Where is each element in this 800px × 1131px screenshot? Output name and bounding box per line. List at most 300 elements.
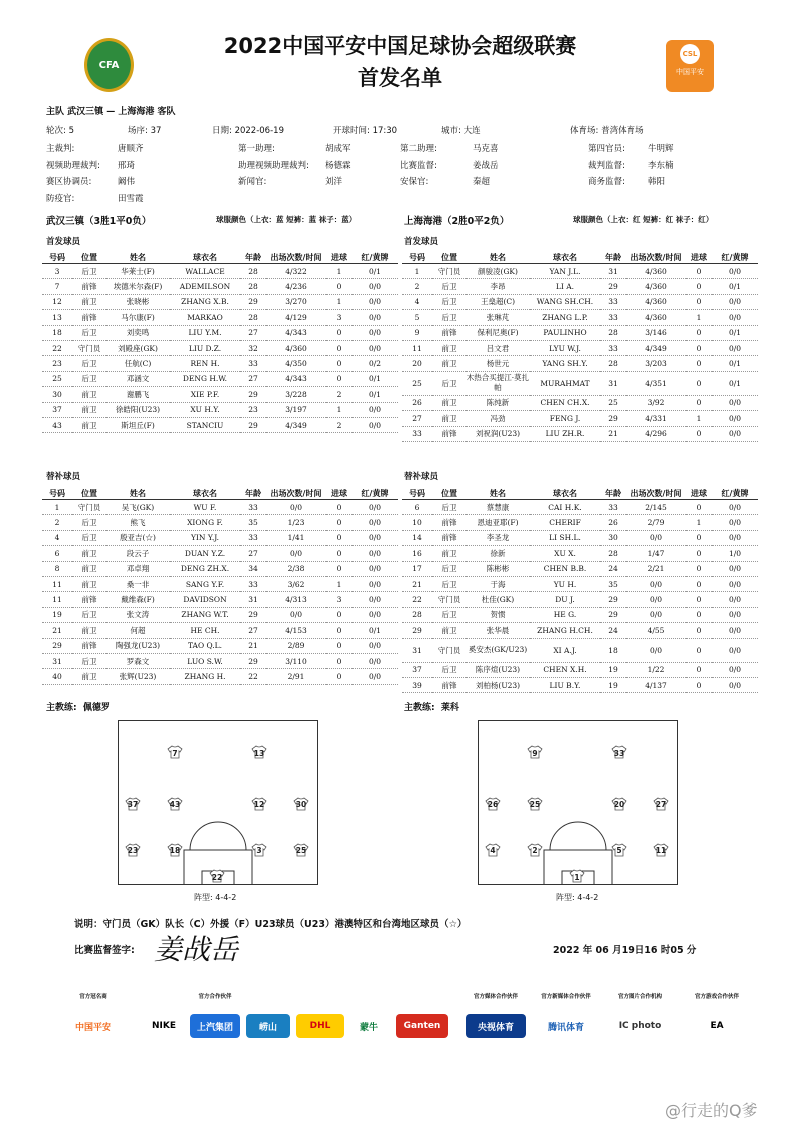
table-cell: DU J. — [530, 592, 600, 607]
table-cell: ZHANG L.P. — [530, 310, 600, 325]
player-shirt-icon — [125, 843, 141, 857]
table-cell: 29 — [600, 279, 626, 294]
table-cell: 戴维森(F) — [106, 592, 170, 607]
table-cell: 后卫 — [72, 264, 106, 279]
column-header: 红/黄牌 — [352, 487, 398, 500]
table-cell: 0/0 — [352, 638, 398, 653]
table-cell: 0 — [686, 530, 712, 545]
table-cell: PAULINHO — [530, 325, 600, 340]
table-header-row — [42, 487, 398, 500]
table-row — [42, 310, 398, 325]
table-cell: 张文涛 — [106, 607, 170, 622]
away-formation-pitch — [478, 720, 678, 885]
shirt-number: 20 — [613, 800, 625, 809]
player-shirt-icon — [251, 797, 267, 811]
shirt-number: 9 — [532, 748, 538, 758]
table-cell: 0/0 — [712, 264, 758, 279]
table-cell: 恩迪亚耶(F) — [466, 515, 530, 530]
table-cell: 0 — [686, 546, 712, 561]
table-cell: 14 — [402, 530, 432, 545]
table-cell: 段云子 — [106, 546, 170, 561]
column-header: 年龄 — [600, 251, 626, 264]
table-cell: 刘祝润(U23) — [466, 426, 530, 441]
table-cell: 0/0 — [712, 576, 758, 591]
table-cell: 0/0 — [352, 417, 398, 432]
official-label: 第二助理: — [400, 144, 437, 154]
table-cell: 保利尼奥(F) — [466, 325, 530, 340]
table-cell: 3 — [326, 310, 352, 325]
match-info-item — [128, 124, 161, 136]
table-cell: 0/0 — [712, 500, 758, 515]
csl-logo-sub: 中国平安 — [676, 68, 704, 76]
table-cell: 22 — [402, 592, 432, 607]
table-cell: 29 — [600, 592, 626, 607]
watermark: @行走的Q爹 — [665, 1101, 758, 1120]
table-cell: 0/1 — [352, 371, 398, 386]
player-shirt-icon — [611, 843, 627, 857]
away-formation: 阵型: 4-4-2 — [556, 893, 599, 902]
table-cell: 0/0 — [712, 340, 758, 355]
table-row — [402, 340, 758, 355]
table-cell: 刘奕鸣 — [106, 325, 170, 340]
match-info-item — [212, 124, 284, 136]
official-name: 刘洋 — [325, 177, 343, 187]
table-cell: 0 — [326, 638, 352, 653]
table-row — [402, 561, 758, 576]
table-cell: 前卫 — [72, 669, 106, 684]
table-cell: 28 — [600, 325, 626, 340]
home-away-line: 主队 武汉三镇 — 上海海港 客队 — [46, 107, 176, 117]
cfa-logo-text: CFA — [98, 59, 120, 71]
table-cell: 4/322 — [266, 264, 326, 279]
table-cell: 张辉(U23) — [106, 669, 170, 684]
table-row — [402, 279, 758, 294]
table-cell: 前卫 — [432, 395, 466, 410]
table-cell: 木热合买提江·莫扎帕 — [466, 371, 530, 395]
official-name: 唐顺齐 — [118, 144, 144, 154]
table-cell: 35 — [240, 515, 266, 530]
table-cell: 33 — [600, 500, 626, 515]
sponsor-logo: 崂山 — [246, 1014, 290, 1038]
table-cell: 3 — [42, 264, 72, 279]
table-cell: 33 — [240, 500, 266, 515]
table-cell: 陈彬彬 — [466, 561, 530, 576]
table-row — [42, 530, 398, 545]
table-row — [402, 638, 758, 662]
home-starters-label: 首发球员 — [46, 237, 81, 247]
table-cell: 0/0 — [712, 411, 758, 426]
table-cell: 29 — [240, 387, 266, 402]
pitch-markings — [118, 720, 318, 885]
table-cell: 8 — [42, 561, 72, 576]
official-label: 商务监督: — [588, 177, 625, 187]
column-header: 位置 — [432, 251, 466, 264]
column-header: 球衣名 — [170, 487, 240, 500]
table-cell: 徐皓阳(U23) — [106, 402, 170, 417]
table-cell: 29 — [240, 417, 266, 432]
table-cell: 0/1 — [352, 264, 398, 279]
sponsor-logo: IC photo — [612, 1014, 668, 1038]
home-formation: 阵型: 4-4-2 — [194, 893, 237, 902]
table-row — [402, 395, 758, 410]
table-cell: 蔡慧康 — [466, 500, 530, 515]
player-shirt-icon — [527, 797, 543, 811]
table-cell: 2/89 — [266, 638, 326, 653]
column-header: 姓名 — [466, 251, 530, 264]
table-cell: 0/0 — [352, 592, 398, 607]
column-header: 出场次数/时间 — [626, 251, 686, 264]
table-cell: 0/0 — [712, 677, 758, 692]
table-cell: 17 — [402, 561, 432, 576]
table-row — [402, 371, 758, 395]
table-cell: 1 — [326, 402, 352, 417]
signature-label: 比赛监督签字: — [74, 945, 135, 956]
table-cell: 0/0 — [352, 607, 398, 622]
table-cell: REN H. — [170, 356, 240, 371]
table-cell: 张晓彬 — [106, 294, 170, 309]
table-cell: 0 — [686, 623, 712, 638]
table-cell: 2/91 — [266, 669, 326, 684]
player-shirt-icon — [167, 843, 183, 857]
table-row — [42, 417, 398, 432]
table-row — [42, 264, 398, 279]
table-cell: 0 — [326, 607, 352, 622]
table-cell: 3/203 — [626, 356, 686, 371]
table-row — [42, 356, 398, 371]
table-cell: 0 — [326, 371, 352, 386]
table-cell: 0/0 — [352, 530, 398, 545]
table-cell: 2/79 — [626, 515, 686, 530]
table-cell: 4 — [42, 530, 72, 545]
table-cell: HE G. — [530, 607, 600, 622]
official-label: 视频助理裁判: — [46, 160, 100, 171]
sponsor-category: 官方新媒体合作伙伴 — [541, 994, 591, 1000]
away-starters-table — [402, 251, 758, 442]
table-cell: 0/0 — [352, 561, 398, 576]
table-cell: XU X. — [530, 546, 600, 561]
official-label: 新闻官: — [238, 177, 267, 187]
table-cell: 后卫 — [72, 371, 106, 386]
table-cell: 40 — [42, 669, 72, 684]
table-cell: 28 — [240, 279, 266, 294]
table-row — [42, 340, 398, 355]
table-cell: 7 — [42, 279, 72, 294]
table-cell: 罗森文 — [106, 653, 170, 668]
table-cell: 0 — [326, 515, 352, 530]
pitch-markings — [478, 720, 678, 885]
player-shirt-icon — [611, 745, 627, 759]
column-header: 进球 — [326, 487, 352, 500]
table-cell: 3 — [326, 592, 352, 607]
table-cell: 0/0 — [712, 638, 758, 662]
away-coach — [404, 700, 459, 713]
table-row — [402, 426, 758, 441]
table-row — [402, 500, 758, 515]
table-cell: 0 — [686, 395, 712, 410]
penalty-arc — [190, 822, 246, 850]
table-cell: 0/0 — [352, 500, 398, 515]
match-info-label: 城市: — [441, 126, 461, 136]
table-cell: 陈纯新 — [466, 395, 530, 410]
table-cell: 冯劲 — [466, 411, 530, 426]
table-cell: 37 — [42, 402, 72, 417]
table-cell: 12 — [42, 294, 72, 309]
official-label: 第四官员: — [588, 144, 625, 154]
home-subs-label: 替补球员 — [46, 472, 81, 482]
table-cell: 27 — [240, 371, 266, 386]
match-info-item — [570, 124, 644, 136]
table-cell: 10 — [402, 515, 432, 530]
column-header: 红/黄牌 — [352, 251, 398, 264]
table-cell: 4/351 — [626, 371, 686, 395]
sponsor-category: 官方冠名商 — [79, 994, 107, 1000]
table-cell: 0/0 — [626, 638, 686, 662]
table-cell: 4/343 — [266, 325, 326, 340]
official-name: 李东楠 — [648, 160, 674, 171]
table-row — [402, 325, 758, 340]
table-cell: 杨世元 — [466, 356, 530, 371]
table-cell: 28 — [600, 546, 626, 561]
table-cell: 0/0 — [712, 530, 758, 545]
table-cell: 前卫 — [72, 576, 106, 591]
table-cell: YIN Y.J. — [170, 530, 240, 545]
table-cell: ADEMILSON — [170, 279, 240, 294]
table-cell: DENG H.W. — [170, 371, 240, 386]
table-row — [402, 294, 758, 309]
table-row — [42, 607, 398, 622]
shirt-number: 43 — [169, 800, 181, 809]
table-cell: 0/1 — [352, 623, 398, 638]
home-starters-table — [42, 251, 398, 433]
away-subs-table — [402, 487, 758, 693]
table-cell: 0/0 — [352, 279, 398, 294]
table-cell: 1 — [326, 294, 352, 309]
table-cell: 0/0 — [626, 530, 686, 545]
table-cell: 熊飞 — [106, 515, 170, 530]
table-cell: 25 — [42, 371, 72, 386]
table-cell: 前卫 — [432, 356, 466, 371]
table-cell: 后卫 — [72, 325, 106, 340]
table-cell: 0/0 — [626, 607, 686, 622]
table-cell: 前卫 — [72, 387, 106, 402]
table-cell: 29 — [600, 411, 626, 426]
table-cell: 0 — [326, 279, 352, 294]
table-cell: 2 — [326, 387, 352, 402]
table-cell: 前卫 — [72, 417, 106, 432]
table-row — [42, 561, 398, 576]
table-cell: 23 — [42, 356, 72, 371]
table-cell: 4/296 — [626, 426, 686, 441]
column-header: 球衣名 — [530, 251, 600, 264]
table-cell: 守门员 — [72, 340, 106, 355]
table-cell: LIU B.Y. — [530, 677, 600, 692]
official-label: 比赛监督: — [400, 160, 437, 171]
match-info-value: 2022-06-19 — [234, 126, 284, 136]
official-label: 第一助理: — [238, 144, 275, 154]
home-coach-label: 主教练: — [46, 703, 77, 713]
table-cell: LIU ZH.R. — [530, 426, 600, 441]
table-row — [402, 576, 758, 591]
match-info-value: 5 — [68, 126, 74, 136]
sponsor-logo: NIKE — [142, 1014, 186, 1038]
table-cell: 殷亚吉(☆) — [106, 530, 170, 545]
official-name: 阚伟 — [118, 177, 136, 187]
table-cell: 2 — [42, 515, 72, 530]
table-cell: 4/129 — [266, 310, 326, 325]
official-name: 邢琦 — [118, 160, 136, 171]
away-kit-colors: 球服颜色（上衣：红 短裤：红 袜子：红） — [573, 215, 714, 224]
table-cell: LIU Y.M. — [170, 325, 240, 340]
table-cell: 4/55 — [626, 623, 686, 638]
table-row — [402, 264, 758, 279]
column-header: 出场次数/时间 — [266, 487, 326, 500]
table-cell: 2 — [326, 417, 352, 432]
table-cell: STANCIU — [170, 417, 240, 432]
table-cell: 4/360 — [266, 340, 326, 355]
table-cell: DAVIDSON — [170, 592, 240, 607]
table-cell: 桑一非 — [106, 576, 170, 591]
column-header: 姓名 — [106, 251, 170, 264]
official-label: 赛区协调员: — [46, 177, 92, 187]
table-cell: 1 — [326, 264, 352, 279]
table-header-row — [402, 251, 758, 264]
table-cell: 0 — [686, 340, 712, 355]
shirt-number: 18 — [169, 846, 181, 856]
official-label: 裁判监督: — [588, 160, 625, 171]
home-coach — [46, 700, 110, 713]
table-cell: 0/1 — [712, 279, 758, 294]
column-header: 红/黄牌 — [712, 487, 758, 500]
table-cell: 陈序煊(U23) — [466, 662, 530, 677]
shirt-number: 7 — [172, 748, 178, 758]
match-info-label: 开球时间: — [333, 126, 370, 136]
table-row — [402, 310, 758, 325]
match-info-value: 17:30 — [372, 126, 398, 136]
table-cell: 33 — [240, 356, 266, 371]
table-cell: 前锋 — [432, 325, 466, 340]
table-cell: 0/0 — [266, 500, 326, 515]
table-cell: 张琳芃 — [466, 310, 530, 325]
column-header: 年龄 — [240, 251, 266, 264]
table-cell: 21 — [600, 426, 626, 441]
table-cell: 守门员 — [432, 592, 466, 607]
table-cell: 0 — [686, 561, 712, 576]
table-cell: 0 — [686, 677, 712, 692]
match-info-value: 普湾体育场 — [601, 126, 644, 136]
table-row — [42, 669, 398, 684]
table-cell: 0 — [686, 356, 712, 371]
table-cell: 后卫 — [432, 607, 466, 622]
table-row — [42, 387, 398, 402]
away-coach-name: 莱科 — [440, 703, 459, 713]
table-cell: 0/0 — [352, 402, 398, 417]
table-cell: 后卫 — [72, 607, 106, 622]
table-cell: 3/228 — [266, 387, 326, 402]
table-cell: WANG SH.CH. — [530, 294, 600, 309]
table-cell: 前锋 — [72, 279, 106, 294]
table-cell: 前锋 — [432, 530, 466, 545]
table-cell: 后卫 — [432, 294, 466, 309]
table-cell: 前锋 — [72, 592, 106, 607]
table-cell: 0 — [686, 426, 712, 441]
shirt-number: 25 — [295, 846, 307, 856]
away-subs-label: 替补球员 — [404, 472, 439, 482]
table-cell: 0/0 — [352, 546, 398, 561]
table-cell: 2/145 — [626, 500, 686, 515]
table-cell: 28 — [240, 310, 266, 325]
match-info-value: 大连 — [463, 126, 481, 136]
table-cell: 0/0 — [712, 607, 758, 622]
table-header-row — [42, 251, 398, 264]
table-cell: 0/0 — [712, 310, 758, 325]
player-shirt-icon — [293, 797, 309, 811]
table-cell: 4/360 — [626, 310, 686, 325]
sponsor-logo: 腾讯体育 — [538, 1014, 594, 1038]
table-cell: 9 — [402, 325, 432, 340]
table-cell: 0/0 — [626, 576, 686, 591]
match-info-item — [46, 124, 74, 136]
home-kit-colors: 球服颜色（上衣：蓝 短裤：蓝 袜子：蓝） — [216, 215, 357, 224]
shirt-number: 2 — [532, 846, 538, 856]
table-cell: 4/331 — [626, 411, 686, 426]
column-header: 进球 — [326, 251, 352, 264]
table-cell: 31 — [600, 264, 626, 279]
table-cell: 4/360 — [626, 264, 686, 279]
table-cell: 后卫 — [72, 356, 106, 371]
table-cell: 前卫 — [432, 411, 466, 426]
table-cell: 马尔康(F) — [106, 310, 170, 325]
table-cell: 0 — [326, 561, 352, 576]
official-name: 杨德霖 — [325, 160, 351, 171]
table-row — [402, 662, 758, 677]
sponsor-category: 官方图片合作机构 — [617, 994, 662, 1000]
table-cell: 0 — [326, 530, 352, 545]
table-cell: 20 — [402, 356, 432, 371]
table-cell: 前卫 — [432, 546, 466, 561]
table-cell: 1 — [686, 310, 712, 325]
official-name: 牛明辉 — [648, 144, 674, 154]
table-cell: 0 — [686, 576, 712, 591]
table-row — [42, 294, 398, 309]
legend-note: 说明：守门员（GK）队长（C）外援（F）U23球员（U23）港澳特区和台湾地区球员（☆） — [74, 919, 467, 930]
table-cell: 0 — [326, 356, 352, 371]
table-cell: LIU D.Z. — [170, 340, 240, 355]
table-cell: 埃德米尔森(F) — [106, 279, 170, 294]
table-cell: 13 — [42, 310, 72, 325]
column-header: 红/黄牌 — [712, 251, 758, 264]
table-cell: 徐新 — [466, 546, 530, 561]
shirt-number: 22 — [211, 872, 223, 882]
table-row — [42, 515, 398, 530]
shirt-number: 23 — [127, 846, 139, 856]
table-cell: 28 — [600, 356, 626, 371]
player-shirt-icon — [527, 843, 543, 857]
player-shirt-icon — [653, 843, 669, 857]
table-cell: XU H.Y. — [170, 402, 240, 417]
column-header: 出场次数/时间 — [626, 487, 686, 500]
player-shirt-icon — [251, 745, 267, 759]
table-cell: 贺惯 — [466, 607, 530, 622]
table-cell: 33 — [240, 576, 266, 591]
table-cell: 28 — [240, 264, 266, 279]
table-cell: 王燊超(C) — [466, 294, 530, 309]
table-cell: ZHANG X.B. — [170, 294, 240, 309]
table-cell: 4/350 — [266, 356, 326, 371]
table-cell: 前卫 — [72, 623, 106, 638]
table-cell: 29 — [240, 607, 266, 622]
table-cell: 0 — [686, 500, 712, 515]
table-cell: 4 — [402, 294, 432, 309]
